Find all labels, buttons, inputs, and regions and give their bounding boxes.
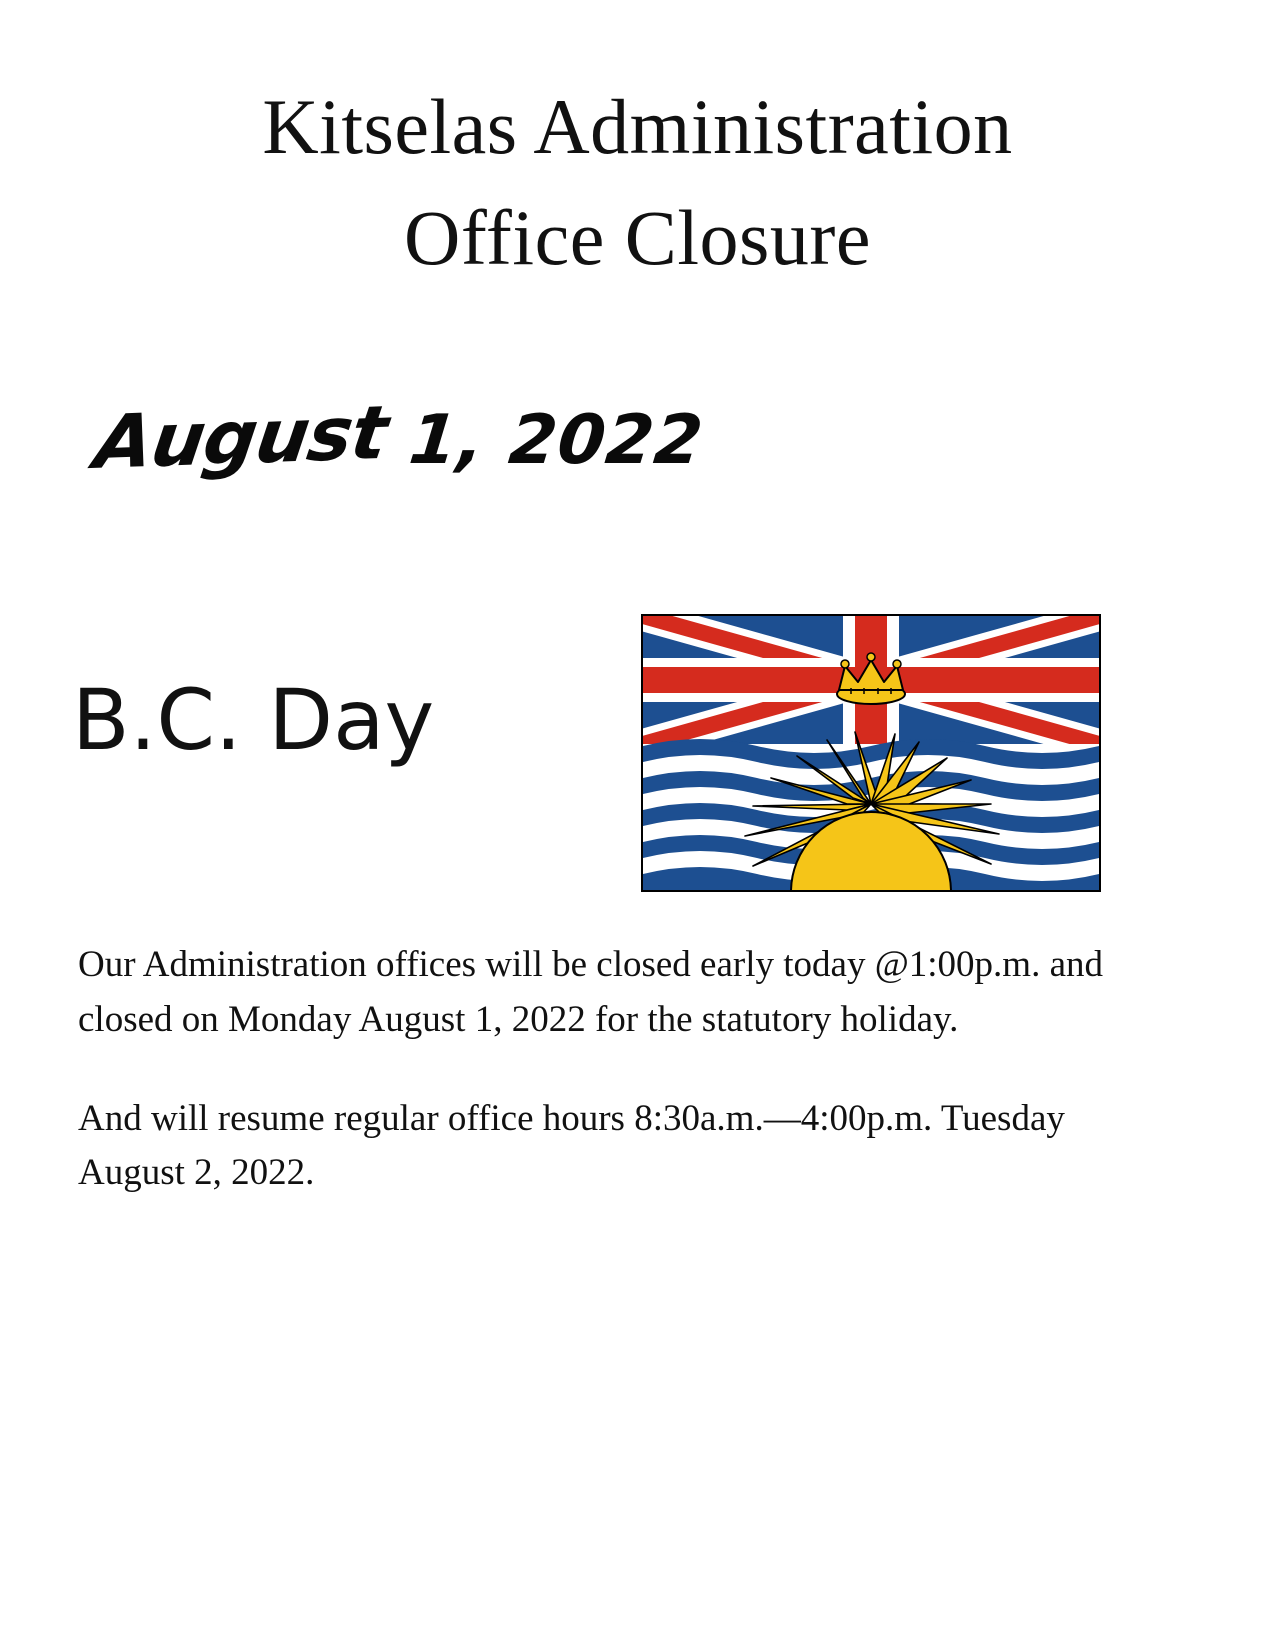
date-month: August <box>89 389 393 487</box>
holiday-name <box>72 671 435 769</box>
date-rest: 1, 2022 <box>380 401 708 480</box>
date-text <box>89 389 708 487</box>
closure-date <box>89 389 992 487</box>
title-line-1: Kitselas Administration <box>262 83 1013 170</box>
page-title <box>0 72 1275 294</box>
holiday-text: B.C. Day <box>72 671 435 769</box>
paragraph-resume: And will resume regular office hours 8:30a.m.—4:00p.m. Tuesday August 2, 2022. <box>78 1097 1065 1194</box>
body-text <box>78 938 1158 1201</box>
british-columbia-flag-icon <box>641 614 1101 892</box>
title-line-2: Office Closure <box>404 193 871 281</box>
paragraph-closure: Our Administration offices will be closed early today @1:00p.m. and closed on Monday August 1, 2022 for the statutory holiday. <box>78 944 1103 1040</box>
